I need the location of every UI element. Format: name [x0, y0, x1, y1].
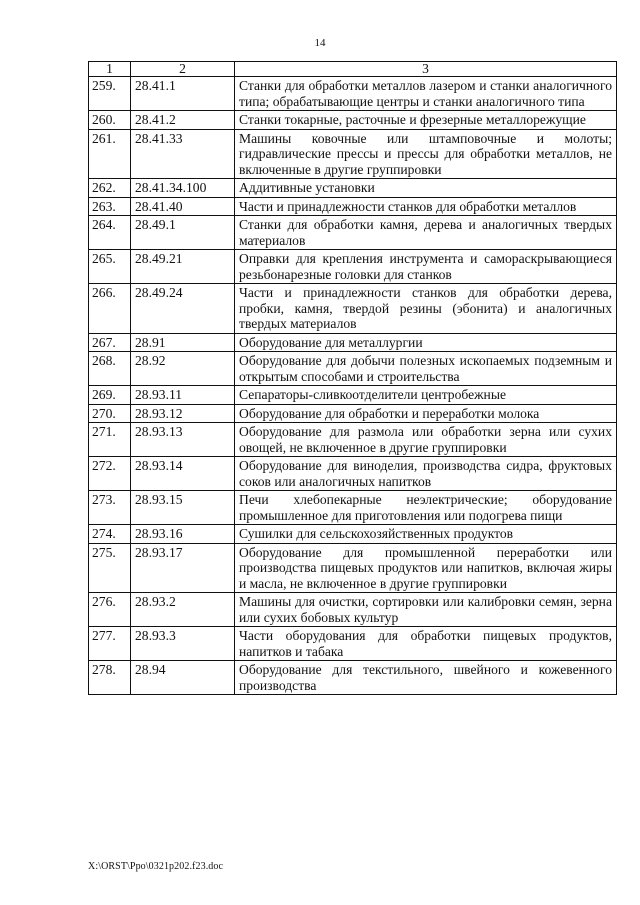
- okpd-code: 28.93.13: [131, 423, 235, 457]
- table-row: [89, 525, 617, 544]
- table-row: [89, 111, 617, 130]
- table-row: [89, 543, 617, 593]
- row-number: 262.: [89, 179, 131, 198]
- item-description: Оборудование для текстильного, швейного и кожевенного производства: [235, 661, 617, 695]
- table-row: [89, 386, 617, 405]
- item-description: Сепараторы-сливкоотделители центробежные: [235, 386, 617, 405]
- file-path-footer: X:\ORST\Ppo\0321p202.f23.doc: [88, 861, 224, 872]
- header-col-1: 1: [89, 62, 131, 77]
- item-description: Машины для очистки, сортировки или калибровки семян, зерна или сухих бобовых культур: [235, 593, 617, 627]
- okpd-code: 28.94: [131, 661, 235, 695]
- okpd-code: 28.93.3: [131, 627, 235, 661]
- okpd-code: 28.49.1: [131, 216, 235, 250]
- item-description: Печи хлебопекарные неэлектрические; оборудование промышленное для приготовления или подогрева пищи: [235, 491, 617, 525]
- okpd-code: 28.41.33: [131, 129, 235, 179]
- item-description: Оборудование для обработки и переработки молока: [235, 404, 617, 423]
- okpd-code: 28.49.21: [131, 250, 235, 284]
- okpd-code: 28.92: [131, 352, 235, 386]
- item-description: Сушилки для сельскохозяйственных продуктов: [235, 525, 617, 544]
- okpd-code: 28.93.14: [131, 457, 235, 491]
- okpd-code: 28.93.12: [131, 404, 235, 423]
- row-number: 276.: [89, 593, 131, 627]
- row-number: 265.: [89, 250, 131, 284]
- table-row: [89, 333, 617, 352]
- item-description: Оборудование для промышленной переработки или производства пищевых продуктов или напитков, включая жиры и масла, не включенное в другие группировки: [235, 543, 617, 593]
- page-number: 14: [314, 37, 326, 49]
- okpd-code: 28.41.40: [131, 197, 235, 216]
- row-number: 270.: [89, 404, 131, 423]
- row-number: 278.: [89, 661, 131, 695]
- row-number: 259.: [89, 77, 131, 111]
- table-row: [89, 661, 617, 695]
- table-row: [89, 627, 617, 661]
- okpd-code: 28.93.2: [131, 593, 235, 627]
- table-row: [89, 216, 617, 250]
- table-row: [89, 491, 617, 525]
- okpd-code: 28.91: [131, 333, 235, 352]
- table-header-row: [89, 62, 617, 77]
- table-row: [89, 77, 617, 111]
- item-description: Оправки для крепления инструмента и самораскрывающиеся резьбонарезные головки для станков: [235, 250, 617, 284]
- row-number: 273.: [89, 491, 131, 525]
- row-number: 266.: [89, 284, 131, 334]
- okpd-code: 28.41.2: [131, 111, 235, 130]
- item-description: Машины ковочные или штамповочные и молоты; гидравлические прессы и прессы для обработки металлов, не включенные в другие группировки: [235, 129, 617, 179]
- row-number: 271.: [89, 423, 131, 457]
- item-description: Станки для обработки металлов лазером и станки аналогичного типа; обрабатывающие центры и станки аналогичного типа: [235, 77, 617, 111]
- row-number: 275.: [89, 543, 131, 593]
- table-row: [89, 593, 617, 627]
- table-row: [89, 423, 617, 457]
- table-row: [89, 404, 617, 423]
- okpd-code: 28.93.16: [131, 525, 235, 544]
- table-row: [89, 352, 617, 386]
- item-description: Станки для обработки камня, дерева и аналогичных твердых материалов: [235, 216, 617, 250]
- table-row: [89, 129, 617, 179]
- row-number: 263.: [89, 197, 131, 216]
- header-col-2: 2: [131, 62, 235, 77]
- row-number: 268.: [89, 352, 131, 386]
- table-row: [89, 284, 617, 334]
- item-description: Оборудование для металлургии: [235, 333, 617, 352]
- okpd-code: 28.93.11: [131, 386, 235, 405]
- item-description: Части оборудования для обработки пищевых продуктов, напитков и табака: [235, 627, 617, 661]
- item-description: Части и принадлежности станков для обработки металлов: [235, 197, 617, 216]
- item-description: Оборудование для размола или обработки зерна или сухих овощей, не включенное в другие группировки: [235, 423, 617, 457]
- row-number: 267.: [89, 333, 131, 352]
- table-row: [89, 457, 617, 491]
- okpd-code: 28.41.34.100: [131, 179, 235, 198]
- table-row: [89, 250, 617, 284]
- item-description: Аддитивные установки: [235, 179, 617, 198]
- item-description: Оборудование для виноделия, производства сидра, фруктовых соков или аналогичных напитков: [235, 457, 617, 491]
- equipment-table: [88, 61, 617, 695]
- okpd-code: 28.93.17: [131, 543, 235, 593]
- item-description: Станки токарные, расточные и фрезерные металлорежущие: [235, 111, 617, 130]
- header-col-3: 3: [235, 62, 617, 77]
- row-number: 261.: [89, 129, 131, 179]
- item-description: Части и принадлежности станков для обработки дерева, пробки, камня, твердой резины (эбонита) и аналогичных твердых материалов: [235, 284, 617, 334]
- item-description: Оборудование для добычи полезных ископаемых подземным и открытым способами и строительства: [235, 352, 617, 386]
- okpd-code: 28.49.24: [131, 284, 235, 334]
- okpd-code: 28.93.15: [131, 491, 235, 525]
- row-number: 260.: [89, 111, 131, 130]
- row-number: 277.: [89, 627, 131, 661]
- row-number: 274.: [89, 525, 131, 544]
- table-row: [89, 179, 617, 198]
- okpd-code: 28.41.1: [131, 77, 235, 111]
- row-number: 269.: [89, 386, 131, 405]
- row-number: 272.: [89, 457, 131, 491]
- table-row: [89, 197, 617, 216]
- row-number: 264.: [89, 216, 131, 250]
